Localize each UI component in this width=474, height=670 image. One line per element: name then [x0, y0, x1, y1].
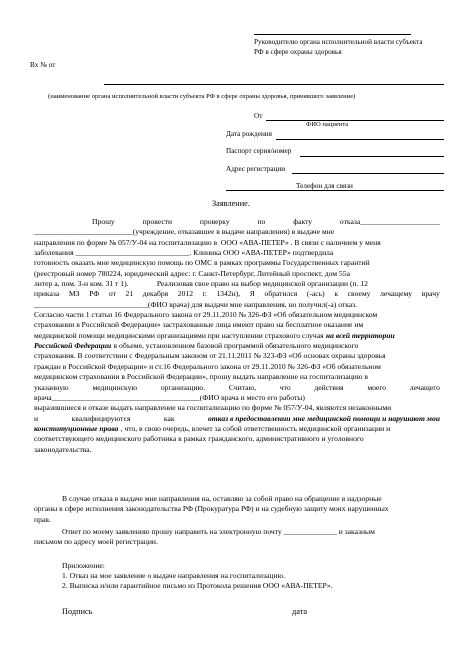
- body-line: ______________________________(ФИО врача) для выдачи мне направления, но получил(-а) отказ.: [34, 299, 358, 309]
- address-line: [292, 173, 444, 174]
- body-line: В случае отказа в выдаче мне направления на, оставляю за собой право на обращение в надзорные: [62, 494, 382, 503]
- phone-label: Телефон для связи: [296, 182, 353, 190]
- fio-line: [266, 120, 444, 121]
- attachment-item-1: 1. Отказ на мое заявление о выдаче направления на госпитализацию.: [62, 571, 286, 580]
- body-line: и квалифицируются как отказ в предоставлении мне медицинской помощи и нарушают мои: [34, 413, 440, 423]
- body-line: законодательства.: [34, 444, 92, 454]
- signature-label: Подпись: [62, 607, 93, 616]
- dob-line: [276, 139, 444, 140]
- body-line: конституционные права , что, в свою очередь, влечет за собой ответственность медицинской организации и: [34, 423, 391, 433]
- body-line: врача_______________________________________(ФИО врача и место его работы): [34, 392, 305, 402]
- document-title: Заявление.: [212, 199, 250, 208]
- incoming-ref: Вх № от: [30, 61, 56, 69]
- body-line: готовность оказать мне медицинскую помощь по ОМС в рамках программы Государственных гарантий: [34, 258, 370, 268]
- body-line: граждан в Российской Федерации» и ст.16 Федерального закона от 29.11.2010 № 326-ФЗ «Об обязательном: [34, 361, 381, 371]
- body-line: направления по форме № 057/У-04 на госпитализацию в ООО «АВА-ПЕТЕР» . В связи с наличием у меня: [34, 237, 381, 247]
- body-line: соответствующего медицинского работника в рамках гражданского, административного и уголовного: [34, 434, 364, 444]
- body-line: выразившиеся в отказе выдать направление на госпитализацию по форме № 057/У-04, являются незаконными: [34, 403, 392, 413]
- body-line: медицинском страховании в Российской Федерации», прошу выдать направление на госпитализацию в: [34, 372, 368, 382]
- body-line: литер а, пом. 3-н ком. 31 т 1). Реализовав свое право на выбор медицинской организации (п. 12: [34, 279, 368, 289]
- body-line: органы в сфере исполнения законодательства РФ (Прокуратура РФ) и на судебную защиту моих нарушенных: [34, 504, 389, 514]
- body-line: __________________________(учреждение, отказавшее в выдаче направления) в выдаче мне: [34, 227, 335, 237]
- body-paragraph-3: [34, 528, 440, 549]
- body-paragraph-2: [34, 495, 440, 526]
- body-line: прав.: [34, 514, 51, 524]
- body-line: письмом по адресу моей регистрации.: [34, 537, 158, 547]
- address-label: Адрес регистрации: [226, 165, 286, 173]
- body-line: заболевания ______________________________. Клиника ООО «АВА-ПЕТЕР» подтвердила: [34, 248, 334, 258]
- dob-label: Дата рождения: [226, 130, 272, 138]
- authority-caption: (наименование органа исполнительной власти субъекта РФ в сфере охраны здоровья, принявшего заявление): [48, 93, 356, 100]
- addressee-line-1: Руководителю органа исполнительной власти субъекта: [254, 38, 423, 46]
- body-line: Российской Федерации в объеме, установленном базовой программой обязательного медицинского: [34, 341, 359, 351]
- attachments-label: Приложение:: [62, 561, 105, 570]
- from-label: От: [254, 112, 263, 120]
- body-line: страхования. В соответствии с Федеральным законом от 21.11.2011 № 323-ФЗ «Об основах охраны здоровья: [34, 351, 386, 361]
- date-label: дата: [292, 607, 308, 616]
- body-line: Прошу провести проверку по факту отказа_____________________: [92, 217, 440, 226]
- attachment-item-2: 2. Выписка и/или гарантийное письмо из Протокола решения ООО «АВА-ПЕТЕР».: [62, 581, 333, 590]
- passport-label: Паспорт серия/номер: [226, 147, 292, 155]
- body-line: страховании в Российской Федерации» застрахованные лица имеют право на бесплатное оказание им: [34, 320, 364, 330]
- passport-line: [300, 156, 444, 157]
- body-line: указанную медицинскую организацию. Считаю, что действия моего лечащего: [34, 382, 440, 392]
- body-paragraph-1: [34, 218, 440, 456]
- addressee-top-line: [254, 34, 411, 35]
- body-line: (реестровый номер 780224, юридический адрес: г. Санкт-Петербург, Литейный проспект, дом 55а: [34, 268, 350, 278]
- authority-line: [104, 84, 444, 85]
- fio-caption: ФИО пациента: [306, 121, 349, 128]
- body-line: медицинской помощи медицинскими организациями при наступлении страхового случая на всей территории: [34, 330, 395, 340]
- body-line: Ответ по моему заявлению прошу направить на электронную почту ______________ и заказным: [62, 527, 375, 536]
- body-line: приказа МЗ РФ от 21 декабря 2012 г. 1342н), Я обратился (-ась) к своему лечащему врачу: [34, 289, 440, 299]
- addressee-line-2: РФ в сфере охраны здоровья: [254, 48, 342, 56]
- body-line: Согласно части 1 статьи 16 Федерального закона от 29.11.2010 № 326-ФЗ «Об обязательном медицинском: [34, 310, 378, 320]
- phone-line: [362, 190, 444, 191]
